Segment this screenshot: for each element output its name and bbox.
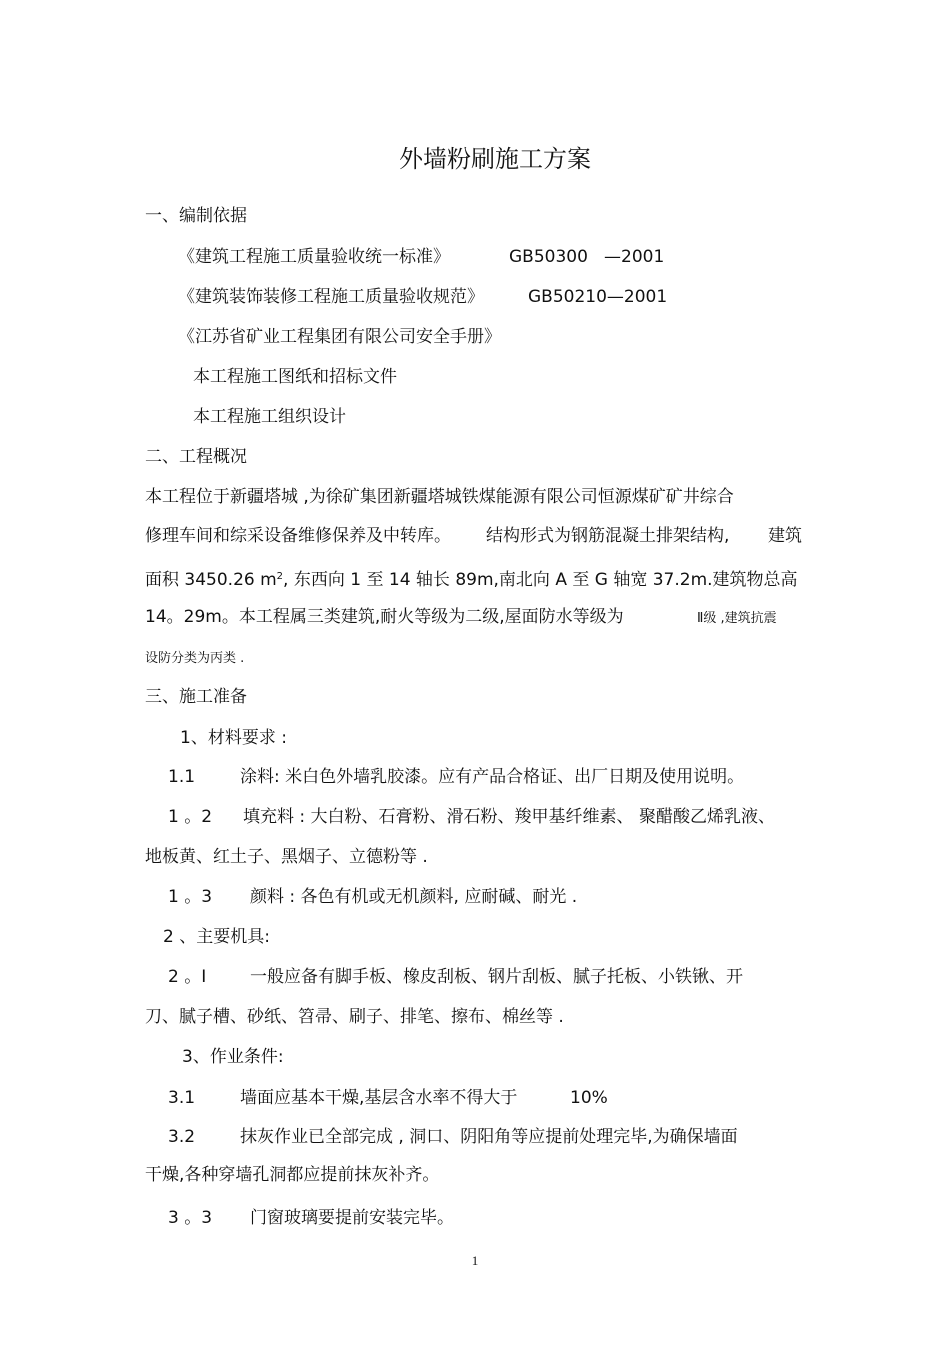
overview-line-2c: 建筑 xyxy=(768,526,802,546)
item-3-1-number: 3.1 xyxy=(168,1088,196,1108)
item-1-2-text: 填充料 : 大白粉、石膏粉、滑石粉、羧甲基纤维素、 聚醋酸乙烯乳液、 xyxy=(243,807,775,827)
reference-3-name: 《江苏省矿业工程集团有限公司安全手册》 xyxy=(178,327,501,347)
reference-1-name: 《建筑工程施工质量验收统一标准》 xyxy=(178,247,450,267)
item-3-3-number: 3 。3 xyxy=(168,1208,213,1228)
section3-heading: 三、施工准备 xyxy=(145,687,247,707)
reference-2-code: GB50210—2001 xyxy=(528,287,668,307)
item-2-1-text: 一般应备有脚手板、橡皮刮板、钢片刮板、腻子托板、小铁锹、开 xyxy=(250,967,743,987)
item-1-2-number: 1 。2 xyxy=(168,807,213,827)
reference-5: 本工程施工组织设计 xyxy=(193,407,346,427)
square-superscript: 2 xyxy=(276,571,284,582)
reference-4: 本工程施工图纸和招标文件 xyxy=(193,367,397,387)
reference-1-year: —2001 xyxy=(604,247,665,267)
overview-line-5: 设防分类为丙类 . xyxy=(145,651,245,666)
overview-line-1: 本工程位于新疆塔城 ,为徐矿集团新疆塔城铁煤能源有限公司恒源煤矿矿井综合 xyxy=(145,487,734,507)
item-1-2-continuation: 地板黄、红土子、黑烟子、立德粉等 . xyxy=(145,847,428,867)
overview-line-3-area: 面积 3450.26 m xyxy=(145,570,277,590)
item-3-3-text: 门窗玻璃要提前安装完毕。 xyxy=(250,1208,454,1228)
section2-heading: 二、工程概况 xyxy=(145,447,247,467)
item-1-1-text: 涂料: 米白色外墙乳胶漆。应有产品合格证、出厂日期及使用说明。 xyxy=(240,767,745,787)
overview-line-4b: Ⅱ级 ,建筑抗震 xyxy=(697,611,777,626)
subsection-materials: 1、材料要求 : xyxy=(180,728,287,748)
item-2-1-number: 2 。I xyxy=(168,967,207,987)
item-3-2-number: 3.2 xyxy=(168,1127,196,1147)
item-2-1-continuation: 刀、腻子槽、砂纸、笤帚、刷子、排笔、擦布、棉丝等 . xyxy=(145,1007,564,1027)
item-3-2-text: 抹灰作业已全部完成 , 洞口、阴阳角等应提前处理完毕,为确保墙面 xyxy=(240,1127,738,1147)
page-number: 1 xyxy=(471,1253,479,1268)
item-1-3-text: 颜料 : 各色有机或无机颜料, 应耐碱、耐光 . xyxy=(250,887,578,907)
subsection-tools: 2 、主要机具: xyxy=(163,927,270,947)
document-title: 外墙粉刷施工方案 xyxy=(399,145,591,174)
item-3-1-value: 10% xyxy=(570,1088,608,1108)
item-1-3-number: 1 。3 xyxy=(168,887,213,907)
overview-line-2b: 结构形式为钢筋混凝土排架结构, xyxy=(486,526,730,546)
subsection-conditions: 3、作业条件: xyxy=(182,1047,284,1067)
item-3-1-text: 墙面应基本干燥,基层含水率不得大于 xyxy=(240,1088,518,1108)
reference-1-code: GB50300 xyxy=(509,247,588,267)
reference-2-name: 《建筑装饰装修工程施工质量验收规范》 xyxy=(178,287,484,307)
item-1-1-number: 1.1 xyxy=(168,767,196,787)
overview-line-4a: 14。29m。本工程属三类建筑,耐火等级为二级,屋面防水等级为 xyxy=(145,607,624,627)
overview-line-2a: 修理车间和综采设备维修保养及中转库。 xyxy=(145,526,451,546)
item-3-2-continuation: 干燥,各种穿墙孔洞都应提前抹灰补齐。 xyxy=(145,1165,440,1185)
overview-line-3-dimensions: , 东西向 1 至 14 轴长 89m,南北向 A 至 G 轴宽 37.2m.建筑物总高 xyxy=(283,570,798,590)
overview-line-3 xyxy=(145,566,798,591)
section1-heading: 一、编制依据 xyxy=(145,206,247,226)
